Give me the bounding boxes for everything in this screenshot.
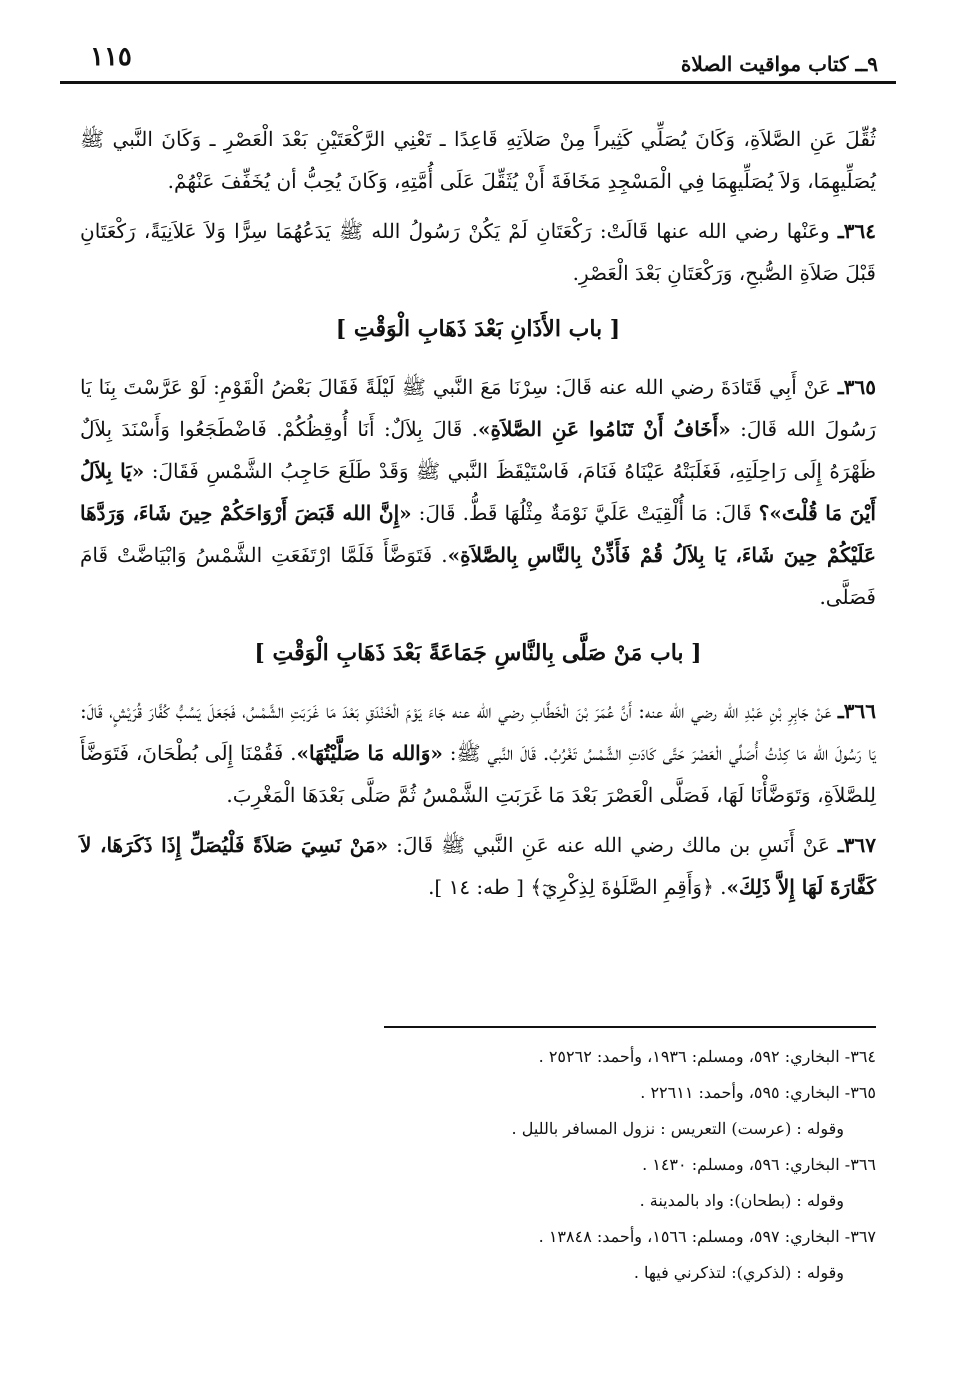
hadith-number: ٣٦٦ـ — [837, 699, 876, 723]
page-header — [60, 40, 896, 84]
main-text — [80, 118, 876, 916]
hadith-text: عَنْ جَابِرِ بْنِ عَبْدِ الله رضي الله عنه: أَنَّ عُمَرَ بْنَ الْخَطَّابِ رضي الله عنه جَاءَ يَوْمَ الْخَنْدَقِ بَعْدَ مَا غَرَبَتِ الشَّمْسُ، فَجَعَلَ يَسُبُّ كُفَّارَ قُرَيْشٍ، قَالَ: يَا رَسُولَ الله مَا كِدْتُ أُصَلِّي الْعَصْرَ حَتَّى كَادَتِ الشَّمْسُ تَغْرُبُ. قَالَ النَّبي ﷺ: — [80, 699, 876, 765]
prophet-quote: «مَنْ نَسِيَ صَلاَةً فَلْيُصَلِّ إِذَا ذَكَرَهَا، لاَ كَفَّارَةَ لَهَا إِلاَّ ذَلِكَ» — [80, 833, 876, 899]
footnote-item: ٣٦٦- البخاري: ٥٩٦، ومسلم: ١٤٣٠ . — [642, 1155, 876, 1174]
footnotes — [316, 1042, 876, 1294]
page-number: ١١٥ — [90, 42, 132, 72]
hadith-text: وعَنْها رضي الله عنها قَالَتْ: رَكْعَتَانِ لَمْ يَكُنْ رَسُولُ الله ﷺ يَدَعُهُمَا سِرًّا وَلاَ عَلاَنِيَةً، رَكْعَتَانِ قَبْلَ صَلاَةِ الصُّبحِ، وَرَكْعَتَانِ بَعْدَ الْعَصْرِ. — [80, 219, 876, 285]
footnote-gloss: وقوله : (بطحان): واد بالمدينة . — [639, 1191, 844, 1210]
footnote-item: ٣٦٧- البخاري: ٥٩٧، ومسلم: ١٥٦٦، وأحمد: ١٣٨٤٨ . — [538, 1227, 876, 1246]
chapter-title: ٩ــ كتاب مواقيت الصلاة — [680, 52, 878, 76]
footnote-rule — [384, 1026, 876, 1028]
prophet-quote: «إِنَّ الله قَبَضَ أَرْوَاحَكُمْ حِينَ شَاءَ، وَرَدَّهَا عَلَيْكُمْ حِينَ شَاءَ، يَا بِلاَلُ قُمْ فَأَذِّنْ بِالنَّاسِ بِالصَّلاَةِ» — [80, 501, 876, 567]
paragraph-continuation: ثُقِّلَ عَنِ الصَّلاَةِ، وَكَانَ يُصَلِّي كَثِيراً مِنْ صَلاَتِهِ قَاعِدًا ـ تَعْنِي الرَّكْعَتَيْنِ بَعْدَ الْعَصْرِ ـ وَكَانَ النَّبي ﷺ يُصَلِّيهِمَا، وَلاَ يُصَلِّيهِمَا فِي الْمَسْجِدِ مَخَافَةَ أَنْ يُثَقِّلَ عَلَى أُمَّتِهِ، وَكَانَ يُحِبُّ أن يُخَفِّفَ عَنْهُمْ. — [80, 127, 876, 193]
header-rule — [60, 81, 896, 84]
hadith-text: . فَقُمْنَا إِلَى بُطْحَانَ، فَتَوَضَّأَ لِلصَّلاَةِ، وَتَوَضَّأْنَا لَهَا، فَصَلَّى الْعَصْرَ بَعْدَ مَا غَرَبَتِ الشَّمْسُ ثُمَّ صَلَّى بَعْدَهَا الْمَغْرِبَ. — [80, 741, 876, 807]
hadith-number: ٣٦٤ـ — [837, 219, 876, 243]
hadith-text: قَالَ: مَا أُلْقِيَتْ عَلَيَّ نَوْمَةٌ مِثْلُهَا قَطُّ. قَالَ: — [411, 501, 759, 525]
hadith-367 — [80, 824, 876, 908]
hadith-text: . فَتَوَضَّأَ فَلَمَّا ارْتَفَعَتِ الشَّمْسُ وَابْيَاضَّتْ قَامَ فَصَلَّى. — [80, 543, 876, 609]
hadith-366 — [80, 690, 876, 816]
section-heading: [ باب الأَذَانِ بَعْدَ ذَهَابِ الْوَقْتِ ] — [335, 316, 621, 342]
hadith-text: . قَالَ بِلاَلٌ: أَنَا أُوقِظُكُمْ. فَاضْطَجَعُوا وَأَسْنَدَ بِلاَلٌ ظَهْرَهُ إِلَى رَاحِلَتِهِ، فَغَلَبَتْهُ عَيْنَاهُ فَنَامَ، فَاسْتَيْقَظَ النَّبي ﷺ وَقَدْ طَلَعَ حَاجِبُ الشَّمْسِ فَقَالَ: — [80, 417, 876, 483]
hadith-text: عَنْ أَبِي قَتَادَةَ رضي الله عنه قَالَ: سِرْنَا مَعَ النَّبي ﷺ لَيْلَةً فَقَالَ بَعْضُ الْقَوْمِ: لَوْ عَرَّسْتَ بِنَا يَا رَسُولَ الله قَالَ: — [80, 375, 877, 441]
hadith-number: ٣٦٧ـ — [837, 833, 876, 857]
footnote-item: ٣٦٥- البخاري: ٥٩٥، وأحمد: ٢٢٦١١ . — [640, 1083, 876, 1102]
hadith-365 — [80, 366, 876, 618]
footnote-gloss: وقوله : (لذكري): لتذكرني فيها . — [633, 1263, 844, 1282]
hadith-text: . ﴿وَأَقِمِ الصَّلَوٰةَ لِذِكْرِيٓ﴾ [ طه: ١٤ ]. — [428, 875, 727, 899]
hadith-number: ٣٦٥ـ — [837, 375, 876, 399]
footnote-gloss: وقوله : (عرست) التعريس : نزول المسافر بالليل . — [511, 1119, 844, 1138]
prophet-quote: «يَا بِلاَلُ أَيْنَ مَا قُلْتَ»؟ — [80, 459, 876, 525]
prophet-quote: «وَالله مَا صَلَّيْتُهَا» — [296, 741, 443, 765]
footnote-item: ٣٦٤- البخاري: ٥٩٢، ومسلم: ١٩٣٦، وأحمد: ٢٥٢٦٢ . — [538, 1047, 876, 1066]
hadith-text: عَنْ أَنَسِ بن مالك رضي الله عنه عَنِ النَّبي ﷺ قَالَ: — [388, 833, 838, 857]
prophet-quote: «أَخَافُ أَنْ تَنَامُوا عَنِ الصَّلاَةِ» — [478, 417, 731, 441]
hadith-364 — [80, 210, 876, 294]
section-heading: [ باب مَنْ صَلَّى بِالنَّاسِ جَمَاعَةً بَعْدَ ذَهَابِ الْوَقْتِ ] — [254, 640, 702, 666]
